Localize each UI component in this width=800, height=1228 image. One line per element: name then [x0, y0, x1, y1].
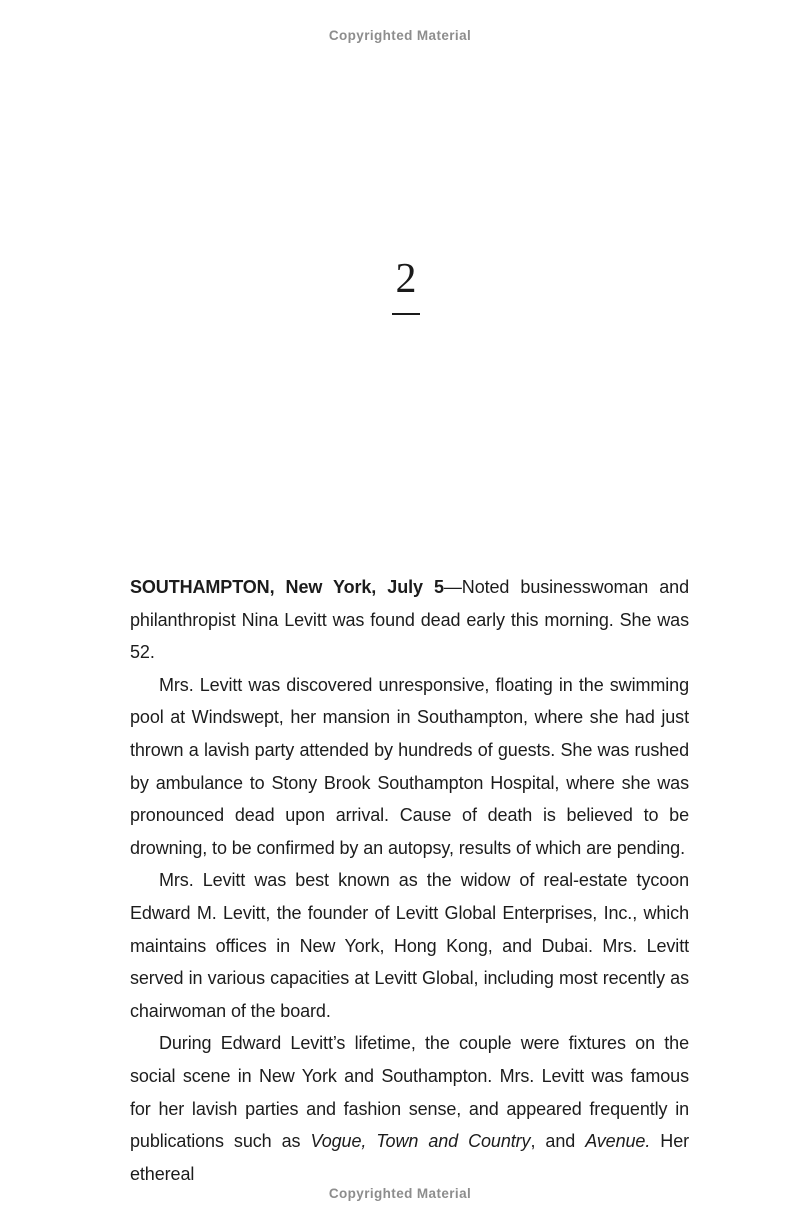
body-paragraph [130, 669, 689, 865]
copyright-notice-top: Copyrighted Material [328, 28, 472, 43]
text-run: —Noted businesswoman and philanthropist Nina Levitt was found dead early this morning. She was 52. [130, 577, 690, 663]
chapter-number: 2 [395, 256, 417, 302]
copyright-notice-bottom: Copyrighted Material [328, 1186, 472, 1201]
text-run: During Edward Levitt’s lifetime, the couple were fixtures on the social scene in New York and Southampton. Mrs. Levitt was famous for her lavish parties and fashion sense, and appeared frequently in publications such as [130, 1033, 689, 1152]
text-run: Her ethereal [130, 1131, 689, 1184]
chapter-heading [6, 258, 800, 315]
text-run-italic: Avenue. [585, 1131, 651, 1152]
chapter-rule [392, 313, 420, 315]
text-run: Mrs. Levitt was best known as the widow of real-estate tycoon Edward M. Levitt, the founder of Levitt Global Enterprises, Inc., which maintains offices in New York, Hong Kong, and Dubai. Mrs. Levitt served in various capacities at Levitt Global, including most recently as chairwoman of the board. [130, 870, 689, 1021]
text-run: , and [530, 1131, 586, 1152]
text-run: Mrs. Levitt was discovered unresponsive, floating in the swimming pool at Windswept, her mansion in Southampton, where she had just thrown a lavish party attended by hundreds of guests. She was rushed by ambulance to Stony Brook Southampton Hospital, where she was pronounced dead upon arrival. Cause of death is believed to be drowning, to be confirmed by an autopsy, results of which are pending. [130, 674, 689, 858]
text-run-italic: Vogue, Town and Country [310, 1131, 531, 1152]
body-paragraph [130, 864, 689, 1027]
body-paragraph [130, 571, 689, 669]
page-body [130, 571, 689, 1190]
dateline-text: SOUTHAMPTON, New York, July 5 [130, 577, 444, 597]
body-paragraph [130, 1027, 689, 1190]
